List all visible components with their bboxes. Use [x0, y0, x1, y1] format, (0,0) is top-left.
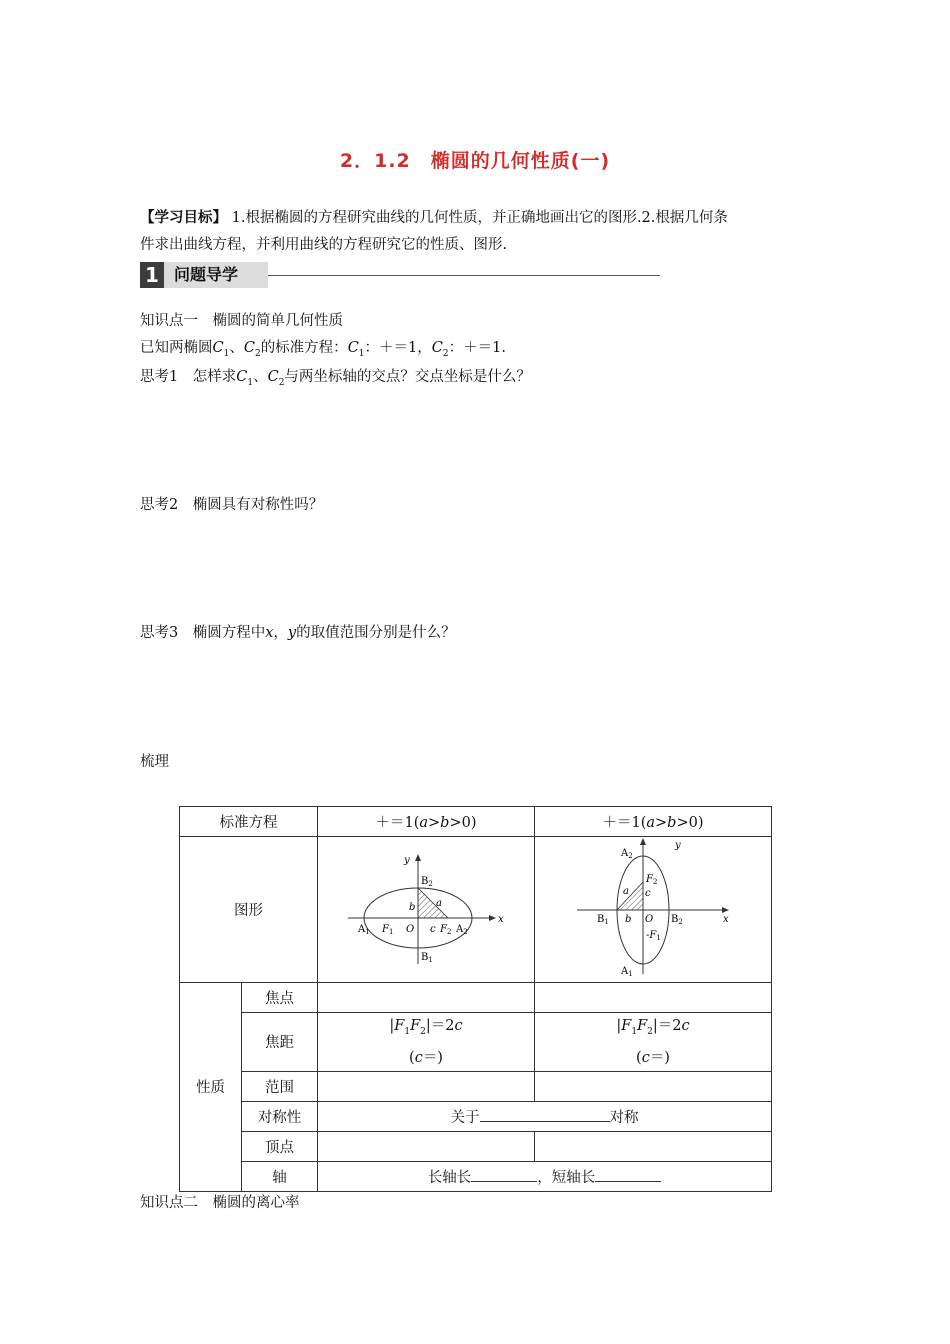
vertex-a2-label: $A_2$	[456, 923, 468, 936]
vertex-vertical	[535, 1131, 772, 1161]
row-standard-equation	[180, 807, 772, 837]
v-c-label: c	[645, 887, 651, 899]
label-range: 范围	[242, 1071, 318, 1101]
row-focal-distance	[180, 1013, 772, 1072]
summary-label: 梳理	[140, 754, 169, 770]
b-label: b	[409, 901, 416, 913]
section-number: 1	[140, 262, 164, 288]
horizontal-ellipse-diagram	[346, 848, 506, 968]
row-vertex	[180, 1131, 772, 1161]
c-label: c	[430, 923, 436, 935]
focus-vertical	[535, 983, 772, 1013]
v-a-label: a	[623, 885, 629, 897]
x-axis-label: x	[498, 913, 504, 925]
focus-f2-label: $F_2$	[440, 923, 452, 936]
range-vertical	[535, 1071, 772, 1101]
label-vertex: 顶点	[242, 1131, 318, 1161]
row-focus	[180, 983, 772, 1013]
equation-horizontal: ＋＝1(a>b>0)	[318, 807, 535, 837]
ellipse-properties-table	[179, 806, 772, 1192]
v-vertex-a1-label: $A_1$	[621, 965, 633, 978]
knowledge-point-2: 知识点二 椭圆的离心率	[140, 1195, 300, 1211]
label-axis: 轴	[242, 1161, 318, 1191]
focal-distance-horizontal: $|F_1F_2|=2c$ (c＝)	[318, 1013, 535, 1072]
given-equations: 已知两椭圆$C_1$、$C_2$的标准方程：$C_1$：＋＝1，$C_2$：＋＝1.	[140, 340, 506, 359]
vertical-ellipse-diagram	[573, 838, 733, 978]
v-focus-f1-label: $-F_1$	[646, 929, 661, 942]
objective-line-2: 件求出曲线方程，并利用曲线的方程研究它的性质、图形.	[140, 237, 508, 253]
range-horizontal	[318, 1071, 535, 1101]
vertex-b2-label: $B_2$	[421, 875, 433, 888]
y-axis-label: y	[404, 854, 410, 866]
row-graph	[180, 837, 772, 983]
vertex-horizontal	[318, 1131, 535, 1161]
row-axis	[180, 1161, 772, 1191]
focus-f1-label: $F_1$	[382, 923, 394, 936]
think-question-3: 思考3 椭圆方程中x，y的取值范围分别是什么？	[140, 625, 456, 641]
label-focus: 焦点	[242, 983, 318, 1013]
a-label: a	[436, 897, 442, 909]
long-axis-blank[interactable]	[471, 1167, 537, 1182]
objective-tag: 【学习目标】	[140, 209, 227, 226]
symmetry-blank[interactable]	[480, 1107, 610, 1122]
graph-horizontal-cell	[318, 837, 535, 983]
section-label: 问题导学	[164, 262, 268, 288]
v-focus-f2-label: $F_2$	[646, 873, 658, 886]
v-origin-label: O	[645, 913, 654, 925]
row-range	[180, 1071, 772, 1101]
learning-objective	[140, 204, 820, 259]
short-axis-blank[interactable]	[595, 1167, 661, 1182]
v-b-label: b	[625, 913, 632, 925]
knowledge-point-1: 知识点一 椭圆的简单几何性质	[140, 313, 343, 329]
label-symmetry: 对称性	[242, 1101, 318, 1131]
graph-vertical-cell	[535, 837, 772, 983]
header-standard-equation: 标准方程	[180, 807, 318, 837]
origin-label: O	[406, 923, 415, 935]
v-vertex-a2-label: $A_2$	[621, 847, 633, 860]
focal-distance-vertical: $|F_1F_2|=2c$ (c＝)	[535, 1013, 772, 1072]
objective-line-1	[140, 204, 820, 232]
section-divider	[268, 275, 660, 276]
think-question-2: 思考2 椭圆具有对称性吗？	[140, 497, 324, 513]
equation-vertical: ＋＝1(a>b>0)	[535, 807, 772, 837]
objective-text-1: 1.根据椭圆的方程研究曲线的几何性质，并正确地画出它的图形.2.根据几何条	[231, 210, 728, 226]
label-focal-distance: 焦距	[242, 1013, 318, 1072]
row-symmetry	[180, 1101, 772, 1131]
vertex-b1-label: $B_1$	[421, 951, 433, 964]
symmetry-value: 关于 对称	[318, 1101, 772, 1131]
page-title: 2．1.2 椭圆的几何性质(一)	[339, 150, 611, 172]
v-vertex-b2-label: $B_2$	[671, 913, 683, 926]
v-vertex-b1-label: $B_1$	[597, 913, 609, 926]
vertex-a1-label: $A_1$	[358, 923, 370, 936]
think-question-1: 思考1 怎样求$C_1$、$C_2$与两坐标轴的交点？交点坐标是什么？	[140, 369, 531, 388]
header-properties: 性质	[180, 983, 242, 1192]
v-y-axis-label: y	[675, 839, 681, 851]
header-graph: 图形	[180, 837, 318, 983]
focus-horizontal	[318, 983, 535, 1013]
v-x-axis-label: x	[723, 913, 729, 925]
axis-value: 长轴长 ，短轴长	[318, 1161, 772, 1191]
